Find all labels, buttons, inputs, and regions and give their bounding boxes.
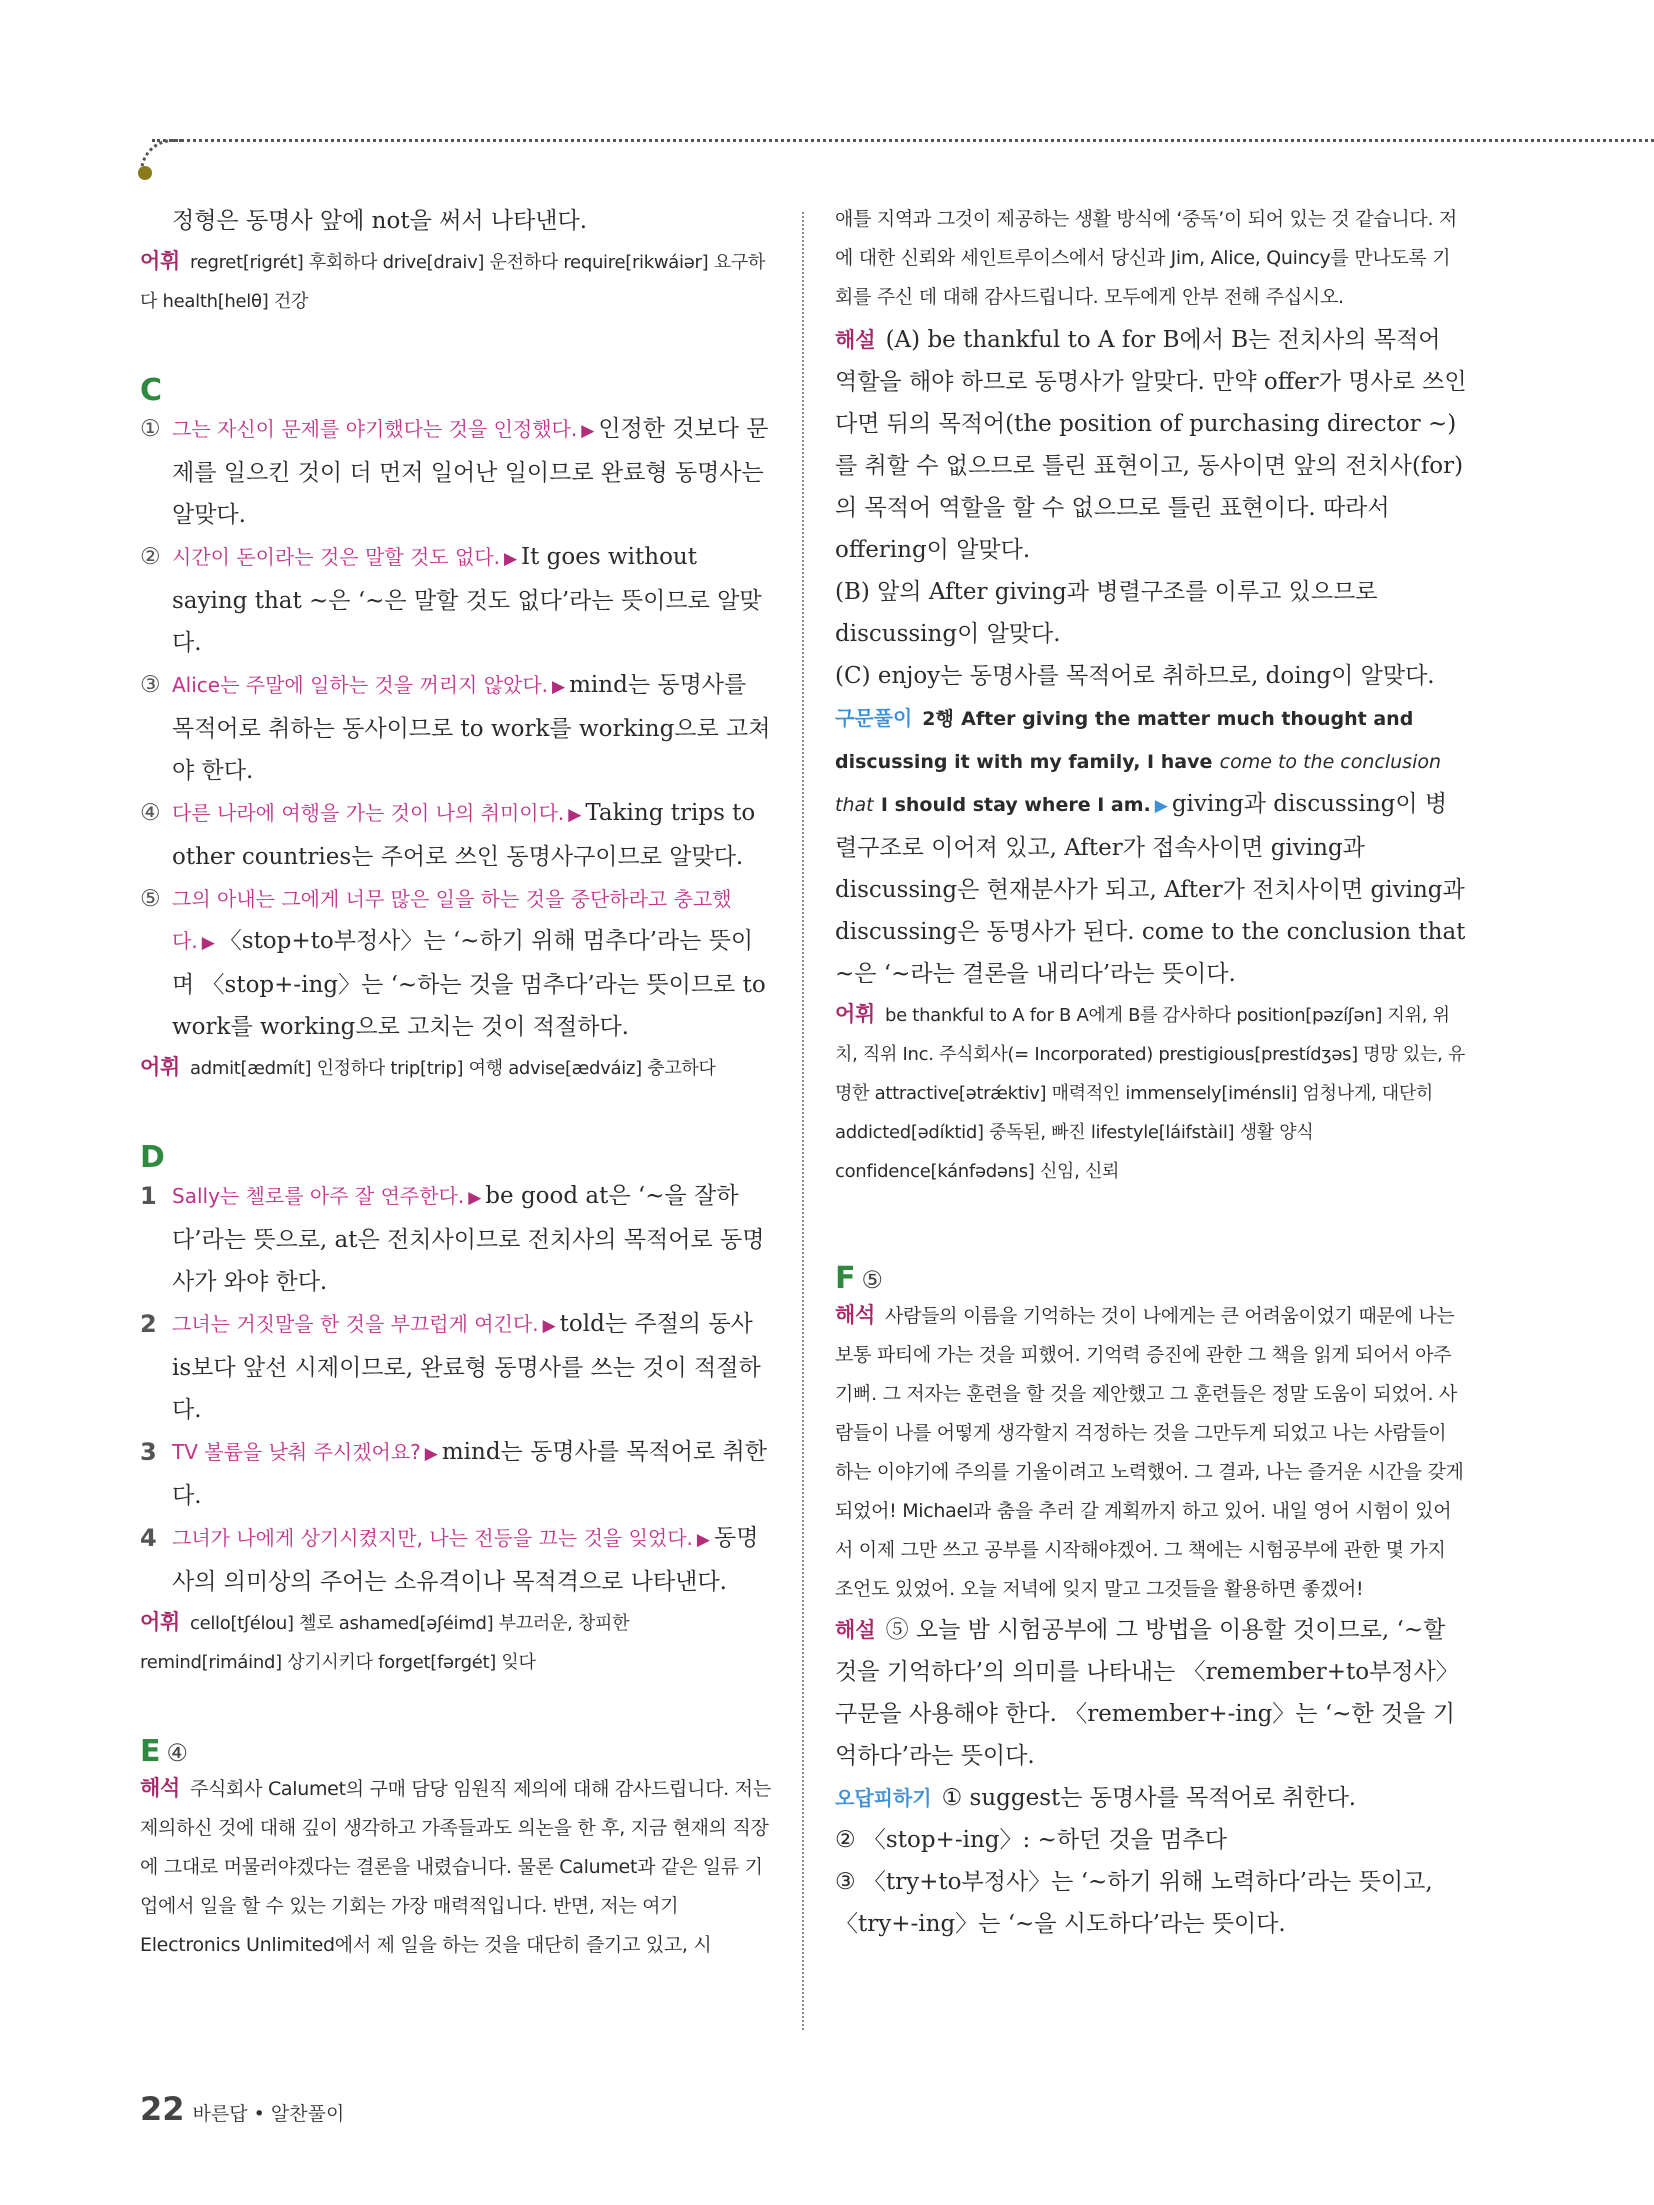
vocab-block-2: 어휘 admit[ædmít] 인정하다 trip[trip] 여행 advise[ædváiz] 충고하다 [140,1055,716,1079]
vocab-text: regret[rigrét] 후회하다 drive[draiv] 운전하다 require[rikwáiər] 요구하다 health[helθ] 건강 [140,252,766,312]
sentence-analysis: 구문풀이 2행 After giving the matter much thought and discussing it with my family, I have come to the conclusion that I should stay where I am. ▶ giving과 discussing이 병렬구조로 이어져 있고, After가 접속사이면 giving과 discussing은 현재분사가 되고, After가 전치사이면 giving과 discussing은 동명사가 된다. come to the conclusion that ~은 ‘~라는 결론을 내리다’라는 뜻이다. [835,706,1466,987]
vocab-block-1 [140,242,772,321]
explanation: 〈stop+to부정사〉는 ‘~하기 위해 멈추다’라는 뜻이며 〈stop+-ing〉는 ‘~하는 것을 멈추다’라는 뜻이므로 to work를 working으로 고치는 것이 적절하다. [172,928,766,1040]
d-item: 2 그녀는 거짓말을 한 것을 부끄럽게 여긴다. ▶ told는 주절의 동사 is보다 앞선 시제이므로, 완료형 동명사를 쓰는 것이 적절하다. [140,1310,761,1423]
wrong-answer-label: 오답피하기 [835,1786,932,1810]
f-translation: 해석 사람들의 이름을 기억하는 것이 나에게는 큰 어려움이었기 때문에 나는 보통 파티에 가는 것을 피했어. 기억력 증진에 관한 그 책을 읽게 되어서 아주 기뻐. 그 저자는 훈련을 할 것을 제안했고 그 훈련들은 정말 도움이 되었어. 사람들이 나를 어떻게 생각할지 걱정하는 것을 그만두게 되었고 나는 사람들이 하는 이야기에 주의를 기울이려고 노력했어. 그 결과, 나는 즐거운 시간을 갖게 되었어! Michael과 춤을 추러 갈 계획까지 하고 있어. 내일 영어 시험이 있어서 이제 그만 쓰고 공부를 시작해야겠어. 그 책에는 시험공부에 관한 몇 가지 조언도 있었어. 오늘 저녁에 잊지 말고 그것들을 활용하면 좋겠어! [835,1303,1464,1600]
wrong-answer-3: ③ 〈try+to부정사〉는 ‘~하기 위해 노력하다’라는 뜻이고, 〈try+-ing〉는 ‘~을 시도하다’라는 뜻이다. [835,1869,1433,1937]
c-item: ① 그는 자신이 문제를 야기했다는 것을 인정했다. ▶ 인정한 것보다 문제를 일으킨 것이 더 먼저 일어난 일이므로 완료형 동명사는 알맞다. [140,416,769,528]
explanation: mind는 동명사를 목적어로 취하는 동사이므로 to work를 working으로 고쳐야 한다. [172,672,771,784]
vocab-block-4: 어휘 be thankful to A for B A에게 B를 감사하다 position[pəzíʃən] 지위, 위치, 직위 Inc. 주식회사(= Incorporated) prestigious[prestídʒəs] 명망 있는, 유명한 attractive[ətrǽktiv] 매력적인 immensely[iménsli] 엄청나게, 대단히 addicted[ədíktid] 중독된, 빠진 lifestyle[láifstàil] 생활 양식 confidence[kánfədəns] 신임, 신뢰 [835,1002,1466,1182]
d-item: 1 Sally는 첼로를 아주 잘 연주한다. ▶ be good at은 ‘~을 잘하다’라는 뜻으로, at은 전치사이므로 전치사의 목적어로 동명사가 와야 한다. [140,1182,765,1295]
triangle-right-icon: ▶ [542,1316,556,1336]
c-item: ② 시간이 돈이라는 것은 말할 것도 없다. ▶ It goes without saying that ~은 ‘~은 말할 것도 없다’라는 뜻이므로 알맞다. [140,544,762,656]
d-item: 3 TV 볼륨을 낮춰 주시겠어요? ▶ mind는 동명사를 목적어로 취한다. [140,1438,767,1509]
book-title: 바른답 • 알찬풀이 [192,2103,345,2125]
section-d-heading: D [140,1140,165,1175]
header-dot [138,166,152,180]
f-explanation: 해설 ⑤ 오늘 밤 시험공부에 그 방법을 이용할 것이므로, ‘~할 것을 기억하다’의 의미를 나타내는 〈remember+to부정사〉 구문을 사용해야 한다. 〈remember+-ing〉는 ‘~한 것을 기억하다’라는 뜻이다. [835,1617,1459,1769]
korean-translation: 다른 나라에 여행을 가는 것이 나의 취미이다. [172,801,565,825]
intro-text: 정형은 동명사 앞에 not을 써서 나타낸다. [172,208,588,234]
c-item: ④ 다른 나라에 여행을 가는 것이 나의 취미이다. ▶ Taking trips to other countries는 주어로 쓰인 동명사구이므로 알맞다. [140,800,756,870]
section-f-heading: F ⑤ [835,1261,884,1296]
header-rule [152,139,1654,142]
triangle-right-icon: ▶ [696,1530,710,1550]
explanation: 인정한 것보다 문제를 일으킨 것이 더 먼저 일어난 일이므로 완료형 동명사는 알맞다. [172,416,769,528]
c-item: ③ Alice는 주말에 일하는 것을 꺼리지 않았다. ▶ mind는 동명사를 목적어로 취하는 동사이므로 to work를 working으로 고쳐야 한다. [140,672,771,784]
section-c-heading: C [140,373,163,408]
wrong-answer-2: ② 〈stop+-ing〉: ~하던 것을 멈추다 [835,1827,1227,1853]
triangle-right-icon: ▶ [424,1444,438,1464]
explanation: It goes without saying that ~은 ‘~은 말할 것도 없다’라는 뜻이므로 알맞다. [172,544,762,656]
column-divider [802,212,804,2030]
e-translation-continued: 애틀 지역과 그것이 제공하는 생활 방식에 ‘중독’이 되어 있는 것 같습니다. 저에 대한 신뢰와 세인트루이스에서 당신과 Jim, Alice, Quincy를 만나도록 기회를 주신 데 대해 감사드립니다. 모두에게 안부 전해 주십시오. [835,208,1457,308]
section-c-items [140,408,772,1048]
triangle-right-icon: ▶ [468,1188,482,1208]
vocab-block-3: 어휘 cello[tʃélou] 첼로 ashamed[əʃéimd] 부끄러운, 창피한 remind[rimáind] 상기시키다 forget[fərgét] 잊다 [140,1610,630,1673]
triangle-right-icon: ▶ [552,677,566,697]
right-column [835,200,1467,1945]
page-footer [140,2090,344,2128]
korean-translation: 시간이 돈이라는 것은 말할 것도 없다. [172,545,500,569]
korean-translation: 그의 아내는 그에게 너무 많은 일을 하는 것을 중단하라고 충고했다. [172,887,732,953]
triangle-right-icon: ▶ [1154,796,1168,816]
e-explanation: 해설 (A) be thankful to A for B에서 B는 전치사의 목적어 역할을 해야 하므로 동명사가 알맞다. 만약 offer가 명사로 쓰인다면 뒤의 목적어(the position of purchasing director ~)를 취할 수 없으므로 틀린 표현이고, 동사이면 앞의 전치사(for)의 목적어 역할을 할 수 없으므로 틀린 표현이다. 따라서 offering이 알맞다. [835,327,1467,563]
triangle-right-icon: ▶ [503,549,518,569]
e-translation: 해석 주식회사 Calumet의 구매 담당 임원직 제의에 대해 감사드립니다. 저는 제의하신 것에 대해 깊이 생각하고 가족들과도 의논을 한 후, 지금 현재의 직장에 그대로 머물러야겠다는 결론을 내렸습니다. 물론 Calumet과 같은 일류 기업에서 일을 할 수 있는 기회는 가장 매력적입니다. 반면, 저는 여기 Electronics Unlimited에서 제 일을 하는 것을 대단히 즐기고 있고, 시 [140,1776,771,1956]
vocab-label: 어휘 [140,249,180,273]
e-explanation-b: (B) 앞의 After giving과 병렬구조를 이루고 있으므로 discussing이 알맞다. [835,579,1378,647]
triangle-right-icon: ▶ [201,933,215,953]
wrong-answer-note: 오답피하기 ① suggest는 동명사를 목적어로 취한다. [835,1785,1357,1811]
c-item: ⑤ 그의 아내는 그에게 너무 많은 일을 하는 것을 중단하라고 충고했다. ▶ 〈stop+to부정사〉는 ‘~하기 위해 멈추다’라는 뜻이며 〈stop+-ing〉는 ‘~하는 것을 멈추다’라는 뜻이므로 to work를 working으로 고치는 것이 적절하다. [140,886,766,1040]
e-explanation-c: (C) enjoy는 동명사를 목적어로 취하므로, doing이 알맞다. [835,663,1435,689]
page-number: 22 [140,2090,185,2128]
triangle-right-icon: ▶ [568,805,582,825]
d-item: 4 그녀가 나에게 상기시켰지만, 나는 전등을 끄는 것을 잊었다. ▶ 동명사의 의미상의 주어는 소유격이나 목적격으로 나타낸다. [140,1524,759,1595]
triangle-right-icon: ▶ [581,421,595,441]
sentence-analysis-label: 구문풀이 [835,706,913,730]
left-column [140,200,772,1965]
korean-translation: Alice는 주말에 일하는 것을 꺼리지 않았다. [172,673,549,697]
explanation: Taking trips to other countries는 주어로 쓰인 동명사구이므로 알맞다. [172,800,756,870]
section-d-items [140,1175,772,1603]
section-e-heading: E ④ [140,1734,189,1769]
korean-translation: 그는 자신이 문제를 야기했다는 것을 인정했다. [172,417,578,441]
